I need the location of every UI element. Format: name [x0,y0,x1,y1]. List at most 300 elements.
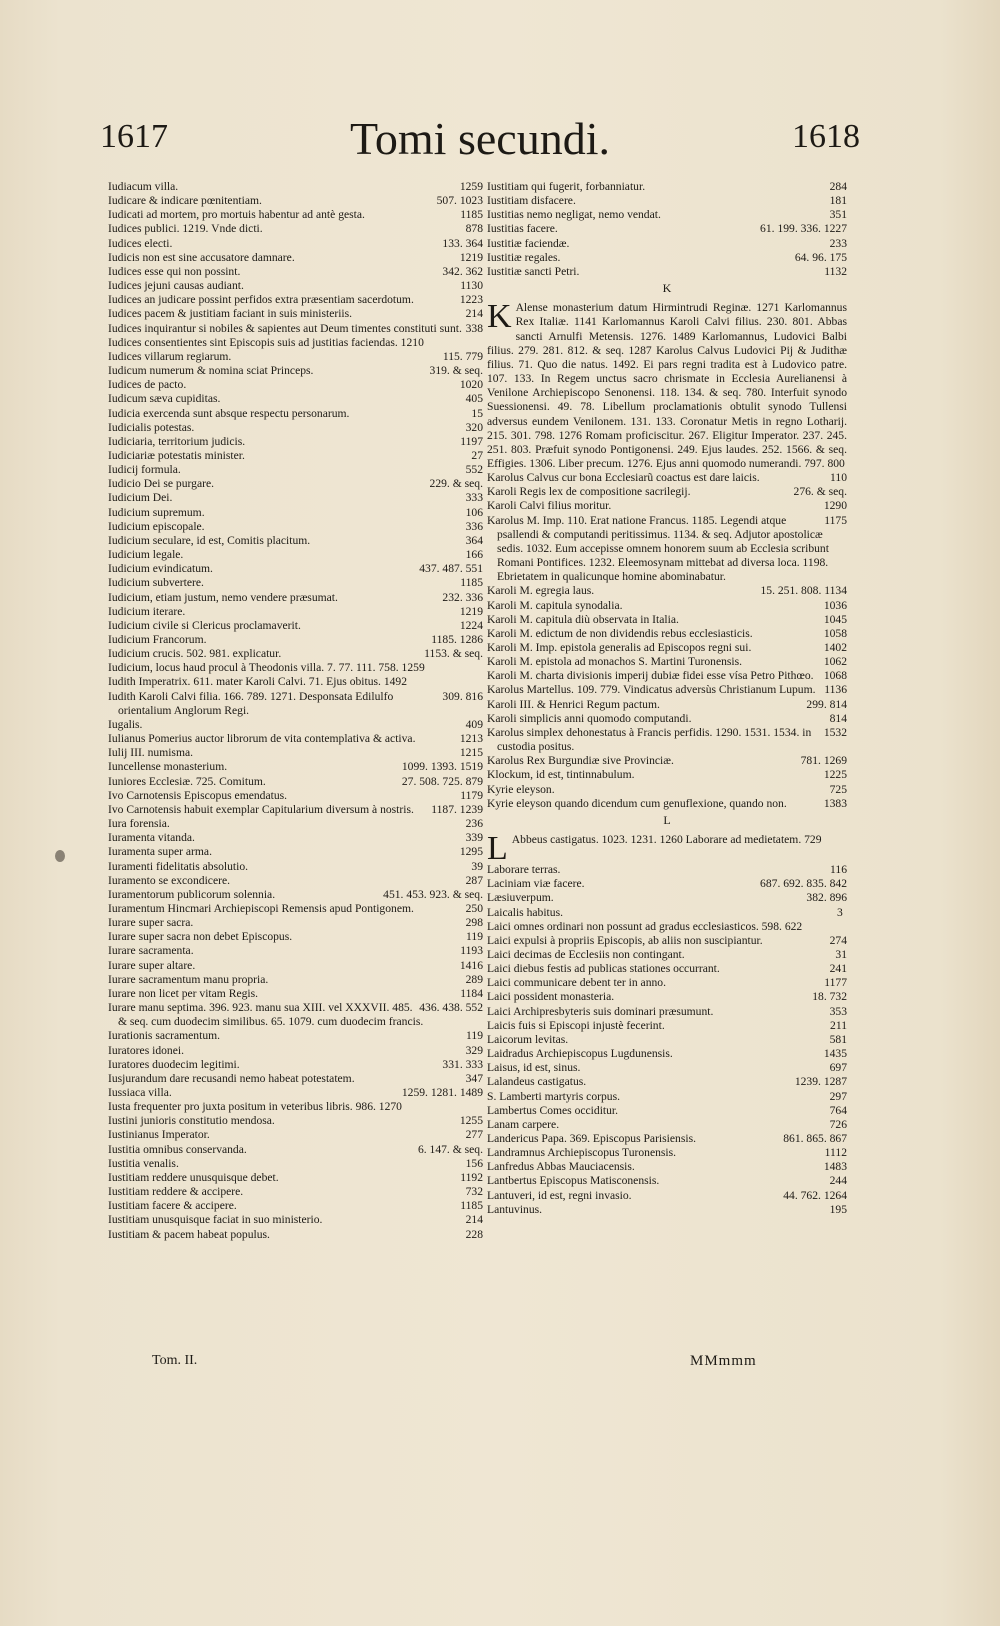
index-entry [487,698,847,712]
entry-reference: 1255 [459,1114,483,1128]
index-entry [487,948,847,962]
entry-term: Iusta frequenter pro juxta positum in veteribus libris. 986. 1270 [108,1100,402,1114]
entry-reference: 1213 [459,732,483,746]
index-entry [487,1061,847,1075]
entry-reference: 764 [829,1103,847,1117]
entry-reference: 1136 [824,683,847,697]
index-entry [108,1228,483,1242]
entry-reference: 319. & seq. [429,364,483,378]
entry-reference: 436. 438. 552 [419,1001,483,1015]
entry-term: Iudicium crucis. 502. 981. explicatur. [108,647,282,661]
entry-term: Iussiaca villa. [108,1086,172,1099]
index-entry [108,463,483,477]
entry-term: Kyrie eleyson. [487,782,555,796]
entry-term: Iustitiam facere & accipere. [108,1199,237,1213]
entry-reference: 1177 [824,976,847,990]
index-entry [108,675,483,689]
entry-reference: 115. 779 [442,349,483,363]
index-entry [108,690,483,718]
index-entry [487,863,847,877]
entry-term: Iudicium iterare. [108,604,186,618]
entry-reference: 236 [465,817,483,831]
entry-term: Iuramento se excondicere. [108,873,230,887]
entry-term: Iudith Karoli Calvi filia. 166. 789. 1271. Desponsata Edilulfo orientalium Anglorum Regi. [108,689,394,717]
entry-reference: 405 [465,392,483,406]
index-entry [108,534,483,548]
entry-term: Iuramenta vitanda. [108,831,195,845]
entry-reference: 27. 508. 725. 879 [401,774,483,788]
index-entry [108,647,483,661]
index-entry [487,726,847,754]
index-entry [108,874,483,888]
section-letter-k: K [662,281,672,296]
entry-reference: 116 [830,863,847,877]
index-entry [487,641,847,655]
entry-reference: 181 [829,194,847,208]
entry-reference: 1225 [823,768,847,782]
index-entry [108,194,483,208]
index-entry [487,1033,847,1047]
entry-term: Laicorum levitas. [487,1032,569,1046]
index-entry [487,251,847,265]
index-entry [108,520,483,534]
entry-term: Iudicium evindicatum. [108,562,213,576]
entry-reference: 1099. 1393. 1519 [401,760,483,774]
index-entry [108,1072,483,1086]
index-entry [108,279,483,293]
index-entry [108,378,483,392]
entry-reference: 1290 [823,499,847,513]
index-entry [487,962,847,976]
entry-reference: 451. 453. 923. & seq. [383,887,483,901]
index-entry [108,860,483,874]
ink-stain [55,850,65,862]
index-entry [108,633,483,647]
index-entry [108,265,483,279]
entry-reference: 27 [471,448,483,462]
entry-reference: 1068 [823,669,847,683]
entry-reference: 1185 [460,208,483,222]
entry-term: Iustitias nemo negligat, nemo vendat. [487,208,661,222]
entry-term: Laici diebus festis ad publicas stationes occurrant. [487,962,720,976]
index-entry [108,237,483,251]
entry-reference: 347 [465,1071,483,1085]
index-entry [487,754,847,768]
index-entry [108,973,483,987]
index-entry [108,789,483,803]
entry-reference: 1193 [460,944,483,958]
index-entry [108,548,483,562]
entry-reference: 1036 [823,598,847,612]
entry-term: Iudices esse qui non possint. [108,264,241,278]
entry-reference: 1185 [460,1199,483,1213]
index-entry [487,208,847,222]
index-entry [487,877,847,891]
index-entry [108,817,483,831]
index-entry [108,449,483,463]
entry-term: Iudiciariæ potestatis minister. [108,448,245,462]
entry-reference: 338 [465,321,483,335]
index-entry [108,1199,483,1213]
index-entry [108,251,483,265]
entry-reference: 211 [830,1018,847,1032]
right-page-number: 1618 [792,118,860,155]
running-title: Tomi secundi. [350,113,610,164]
index-entry [108,930,483,944]
entry-reference: 298 [465,916,483,930]
index-entry [487,683,847,697]
entry-reference: 133. 364 [442,236,483,250]
index-entry [487,920,847,934]
entry-term: Iustitiam unusquisque faciat in suo ministerio. [108,1213,323,1227]
entry-reference: 351 [829,208,847,222]
entry-term: Laicis fuis si Episcopi injustè fecerint. [487,1018,665,1032]
entry-term: Iuncellense monasterium. [108,760,228,774]
index-entry [108,307,483,321]
entry-reference: 409 [465,717,483,731]
entry-term: Iulij III. numisma. [108,746,194,760]
entry-reference: 1532 [823,725,847,739]
index-entry [108,477,483,491]
entry-reference: 1416 [459,958,483,972]
index-entry [108,322,483,336]
entry-term: Iudices publici. 1219. Vnde dicti. [108,222,263,236]
index-entry [487,655,847,669]
entry-reference: 725 [829,782,847,796]
entry-term: Iudices jejuni causas audiant. [108,279,244,293]
index-entry [108,350,483,364]
index-entry [487,1019,847,1033]
entry-reference: 342. 362 [442,264,483,278]
entry-reference: 110 [830,471,847,485]
entry-term: Karoli M. epistola ad monachos S. Martini Turonensis. [487,655,743,669]
entry-reference: 331. 333 [442,1057,483,1071]
entry-term: Iustitiæ sancti Petri. [487,264,580,278]
entry-term: Karolus Calvus cur bona Ecclesiarũ coactus est dare laicis. [487,471,760,485]
entry-term: Iudicum numerum & nomina sciat Princeps. [108,364,314,378]
index-entry [487,1075,847,1089]
section-letter-l: L [663,812,671,827]
k-dropcap: K [487,298,512,336]
entry-term: Iudicio Dei se purgare. [108,477,215,491]
index-entry [108,293,483,307]
entry-reference: 437. 487. 551 [419,562,483,576]
entry-reference: 1483 [823,1160,847,1174]
entry-term: Laici possident monasteria. [487,990,615,1004]
entry-reference: 1259 [459,180,483,193]
index-entry [108,208,483,222]
entry-term: Laici expulsi à propriis Episcopis, ab aliis non suscipiantur. [487,933,763,947]
entry-reference: 336 [465,519,483,533]
volume-label: Tom. II. [152,1353,198,1368]
entry-reference: 106 [465,505,483,519]
index-entry [108,732,483,746]
entry-term: Iuramenta super arma. [108,845,212,859]
entry-reference: 1020 [459,378,483,392]
index-entry [108,336,483,350]
index-entry [108,1001,483,1029]
entry-reference: 119 [466,1029,483,1043]
right-index-column [487,180,847,1217]
entry-term: Iura forensia. [108,817,170,831]
index-entry [108,803,483,817]
entry-term: Iulianus Pomerius auctor librorum de vita contemplativa & activa. [108,732,416,746]
entry-reference: 1187. 1239 [431,802,483,816]
entry-term: Iudicium episcopale. [108,519,205,533]
entry-reference: 1259. 1281. 1489 [401,1086,483,1099]
index-entry [108,222,483,236]
entry-term: Iudiciaria, territorium judicis. [108,434,246,448]
entry-term: Iustitiæ regales. [487,250,561,264]
entry-reference: 1435 [823,1047,847,1061]
entry-reference: 15. 251. 808. 1134 [760,584,847,598]
k-entries [487,471,847,811]
entry-term: Iudices pacem & justitiam faciant in suis ministeriis. [108,307,353,321]
index-entry [108,1157,483,1171]
index-entry [108,987,483,1001]
l-first-text: Abbeus castigatus. 1023. 1231. 1260 Laborare ad medietatem. 729 [511,833,822,847]
index-entry [108,944,483,958]
entry-term: Iudicium seculare, id est, Comitis placitum. [108,533,311,547]
index-entry [487,194,847,208]
entry-term: Lantbertus Episcopus Matisconensis. [487,1174,660,1188]
index-entry [108,916,483,930]
entry-term: Lanfredus Abbas Mauciacensis. [487,1160,635,1174]
entry-term: Laisus, id est, sinus. [487,1061,581,1075]
entry-term: Lantuvinus. [487,1202,543,1216]
entry-term: Iurationis sacramentum. [108,1029,221,1043]
index-entry [108,562,483,576]
entry-term: Karoli M. edictum de non dividendis rebus ecclesiasticis. [487,626,753,640]
entry-term: Karoli M. egregia laus. [487,584,595,598]
entry-reference: 284 [829,180,847,193]
entry-reference: 1223 [459,293,483,307]
entry-term: Iugalis. [108,717,143,731]
entry-reference: 1224 [459,618,483,632]
entry-reference: 1112 [824,1146,847,1160]
entry-term: Iustitia venalis. [108,1156,179,1170]
entry-reference: 1402 [823,641,847,654]
index-entry [487,1174,847,1188]
entry-term: Iudices consentientes sint Episcopis suis ad justitias faciendas. 1210 [108,335,424,349]
index-entry [108,718,483,732]
entry-term: Iustinianus Imperator. [108,1128,210,1142]
entry-reference: 6. 147. & seq. [417,1142,483,1156]
entry-reference: 1045 [823,612,847,626]
index-entry [108,1128,483,1142]
entry-reference: 15 [471,406,483,420]
index-entry [487,797,847,811]
index-entry [487,514,847,585]
entry-reference: 1130 [460,279,483,293]
index-entry [487,990,847,1004]
index-entry [108,661,483,675]
l-first-entry [487,830,847,868]
index-entry [108,491,483,505]
index-entry [487,584,847,598]
index-entry [487,485,847,499]
index-entry [487,976,847,990]
k-first-text: Alense monasterium datum Hirmintrudi Reginæ. 1271 Karlomannus Rex Italiæ. 1141 Karlomannus Karoli Calvi filius. 230. 801. Abbas sancti Arnulfi Metensis. 1276. 1489 Karlomannus, Ludovici Balbi filius. 279. 281. 812. & seq. 1287 Karolus Calvus Ludovici Pij & Judithæ filius. 71. Quo die natus. 1492. Ei pars regni tradita est à Ludovico patre. 107. 133. In Regem unctus sacro chrismate in Ecclesia Aurelianensi à Venilone Archiepiscopo Senonensi. 118. 134. & seq. 780. Interfuit synodo Suessionensi. 49. 78. Libellum proclamationis obtulit synodo Tullensi adversus eundem Venilonem. 131. 133. Coronatur Metis in regno Lotharij. 215. 301. 798. 1276 Romam proficiscitur. 267. Eligitur Imperator. 237. 245. 251. 803. Præfuit synodo Pontigonensi. 249. Ejus laudes. 252. 1566. & seq. Effigies. 1306. Liber precum. 1276. Ejus anni quomodo numerandi. 797. 800 [487,301,847,470]
entry-reference: 339 [465,831,483,845]
index-entry [108,902,483,916]
entry-term: Iudicij formula. [108,463,181,477]
entry-term: Iudices electi. [108,236,173,250]
left-page-number: 1617 [100,118,168,155]
entry-reference: 1062 [823,655,847,669]
l-entries [487,863,847,1217]
entry-reference: 233 [829,236,847,250]
index-entry [108,775,483,789]
index-entry [108,831,483,845]
entry-term: Iurare sacramentum manu propria. [108,972,269,986]
entry-reference: 1383 [823,796,847,810]
entry-reference: 31 [835,947,847,961]
entry-term: Laici omnes ordinari non possunt ad gradus ecclesiasticos. 598. 622 [487,919,803,933]
index-entry [108,392,483,406]
signature-mark: MMmmm [690,1353,757,1369]
index-entry [487,906,847,920]
index-entry [487,1118,847,1132]
index-entry [487,1203,847,1217]
index-entry [487,627,847,641]
entry-term: Karoli III. & Henrici Regum pactum. [487,697,660,711]
entry-term: Iudices de pacto. [108,378,187,392]
entry-reference: 1153. & seq. [424,647,483,661]
entry-reference: 1058 [823,626,847,640]
entry-term: Iuramenti fidelitatis absolutio. [108,859,249,873]
index-entry [487,180,847,194]
entry-term: Iuratores idonei. [108,1043,184,1057]
entry-term: Iudicium legale. [108,548,184,562]
index-entry [108,1058,483,1072]
entry-reference: 299. 814 [806,697,847,711]
index-entry [108,180,483,194]
entry-reference: 1184 [460,986,483,1000]
entry-term: Lalandeus castigatus. [487,1075,587,1089]
entry-reference: 232. 336 [442,590,483,604]
index-entry [487,1146,847,1160]
index-entry [108,1185,483,1199]
index-entry [108,746,483,760]
entry-term: Laici Archipresbyteris suis dominari præsumunt. [487,1004,714,1018]
entry-reference: 1179 [460,788,483,802]
entry-term: Laborare terras. [487,863,561,877]
index-entry [487,1005,847,1019]
entry-term: Karoli M. capitula diù observata in Italia. [487,612,679,626]
entry-reference: 1239. 1287 [794,1075,847,1089]
entry-reference: 44. 762. 1264 [783,1188,847,1202]
entry-term: Iudicium Francorum. [108,633,207,646]
entry-reference: 166 [465,548,483,562]
entry-reference: 1215 [459,746,483,760]
entry-term: Iustitiam & pacem habeat populus. [108,1227,270,1241]
entry-term: Landramnus Archiepiscopus Turonensis. [487,1146,677,1160]
entry-term: Iudicum sæva cupiditas. [108,392,221,406]
entry-reference: 329 [465,1043,483,1057]
index-entry [108,591,483,605]
index-entry [108,364,483,378]
entry-reference: 552 [465,463,483,477]
entry-reference: 353 [829,1004,847,1018]
entry-reference: 1197 [460,434,483,448]
index-entry [487,599,847,613]
entry-reference: 229. & seq. [429,477,483,491]
index-entry [108,421,483,435]
entry-reference: 1175 [824,513,847,527]
entry-term: S. Lamberti martyris corpus. [487,1089,620,1103]
entry-term: Karolus M. Imp. 110. Erat natione Francus. 1185. Legendi atque psallendi & computandi peritissimus. 1134. & seq. Adjutor apostolicæ sedis. 1032. Eum accepisse omnem honorem suum ab Ecclesia scribunt Romani Pontifices. 1232. Eleemosynam mittebat ad diversa loca. 1198. Ebrietatem in qualicunque homine abominabatur. [487,513,829,584]
entry-term: Iurare super sacra non debet Episcopus. [108,930,293,944]
index-entry [108,1044,483,1058]
entry-reference: 18. 732 [812,990,847,1004]
index-entry [487,783,847,797]
index-entry [487,1104,847,1118]
entry-term: Landericus Papa. 369. Episcopus Parisiensis. [487,1132,696,1145]
entry-term: Kyrie eleyson quando dicendum cum genuflexione, quando non. [487,796,787,810]
entry-term: Karolus Martellus. 109. 779. Vindicatus adversùs Christianum Lupum. [487,683,816,697]
index-entry [108,1171,483,1185]
index-entry [487,712,847,726]
entry-term: Iustitiam disfacere. [487,194,576,208]
entry-term: Iurare non licet per vitam Regis. [108,986,259,1000]
index-entry [108,407,483,421]
entry-reference: 320 [465,420,483,434]
entry-term: Iurare manu septima. 396. 923. manu sua XIII. vel XXXVII. 485. & seq. cum duodecim similibus. 65. 1079. cum duodecim francis. [108,1001,424,1029]
entry-reference: 333 [465,491,483,505]
index-entry [487,613,847,627]
entry-term: Lantuveri, id est, regni invasio. [487,1188,632,1202]
index-entry [487,222,847,236]
entry-term: Iudith Imperatrix. 611. mater Karoli Calvi. 71. Ejus obitus. 1492 [108,675,408,689]
page-header [100,112,860,172]
entry-term: Laici decimas de Ecclesiis non contingant. [487,947,685,961]
entry-reference: 364 [465,533,483,547]
entry-reference: 274 [829,933,847,947]
entry-term: Karoli M. capitula synodalia. [487,598,623,612]
entry-reference: 687. 692. 835. 842 [760,877,847,891]
entry-term: Lambertus Comes occiditur. [487,1103,619,1117]
index-entry [108,1213,483,1227]
entry-term: Iudices an judicare possint perfidos extra præsentiam sacerdotum. [108,293,414,307]
entry-term: Karoli simplicis anni quomodo computandi. [487,711,692,725]
entry-reference: 276. & seq. [793,485,847,499]
entry-term: Karolus Rex Burgundiæ sive Provinciæ. [487,754,674,768]
index-entry [487,1047,847,1061]
index-entry [487,934,847,948]
entry-term: Iudicati ad mortem, pro mortuis habentur ad antè gesta. [108,208,365,222]
index-entry [108,888,483,902]
entry-term: Iudicium, locus haud procul à Theodonis villa. 7. 77. 111. 758. 1259 [108,661,425,675]
entry-reference: 119 [466,930,483,944]
entry-reference: 214 [465,307,483,321]
index-entry [108,506,483,520]
entry-reference: 697 [829,1061,847,1075]
entry-reference: 287 [465,873,483,887]
entry-reference: 244 [829,1174,847,1188]
entry-reference: 732 [465,1185,483,1199]
entry-reference: 297 [829,1089,847,1103]
entry-reference: 61. 199. 336. 1227 [760,222,847,236]
index-entry [108,619,483,633]
entry-reference: 1295 [459,845,483,859]
entry-term: Lanam carpere. [487,1117,560,1131]
index-entry [108,576,483,590]
entry-reference: 214 [465,1213,483,1227]
entry-reference: 814 [829,711,847,725]
entry-term: Karoli Calvi filius moritur. [487,499,612,513]
l-dropcap: L [487,830,508,868]
